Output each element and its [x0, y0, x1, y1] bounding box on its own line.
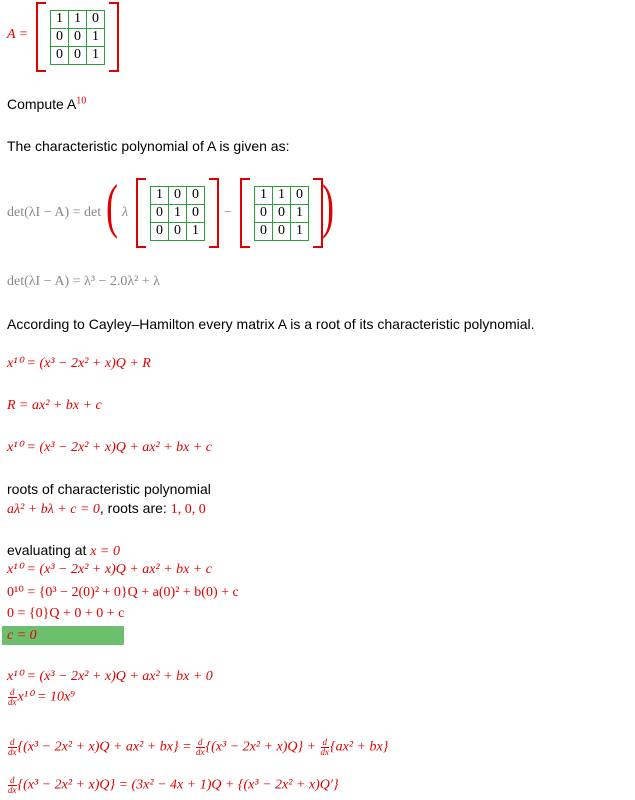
identity-matrix-grid: [150, 186, 205, 241]
identity-cell: 0: [169, 222, 187, 240]
outer-close-paren: ): [321, 173, 334, 239]
matrix-a-copy-cell: 1: [255, 186, 273, 204]
det-lhs: det(λI − A) = det: [7, 205, 102, 220]
identity-cell: 0: [151, 222, 169, 240]
matrix-a-copy-cell: 1: [291, 222, 309, 240]
roots-line: aλ² + bλ + c = 0, roots are: 1, 0, 0: [7, 500, 206, 517]
roots-heading: roots of characteristic polynomial: [7, 481, 211, 497]
matrix-a-grid: [50, 10, 105, 65]
identity-cell: 1: [187, 222, 205, 240]
identity-cell: 0: [169, 186, 187, 204]
equation-3: x¹⁰ = (x³ − 2x² + x)Q + ax² + bx + c: [7, 440, 213, 455]
identity-matrix: [136, 178, 219, 248]
matrix-a-copy-cell: 0: [291, 186, 309, 204]
matrix-a: [36, 2, 119, 72]
matrix-a-copy: [240, 178, 323, 248]
compute-heading: Compute $A^{10}$: [7, 95, 87, 112]
equation-2: R = ax² + bx + c: [7, 398, 102, 413]
matrix-a-copy-grid: [254, 186, 309, 241]
equation-4: x¹⁰ = (x³ − 2x² + x)Q + ax² + bx + c: [7, 562, 213, 577]
equation-9: $\frac{d}{dx}$ x¹⁰ = 10x⁹: [8, 687, 76, 707]
identity-row: [151, 222, 205, 240]
equation-10: $\frac{d}{dx}$ {(x³ − 2x² + x)Q + ax² + bx} = $\frac{d}{dx}$ {(x³ − 2x² + x)Q} + $\frac{d}{dx}$ {ax² + bx}: [8, 737, 389, 757]
right-bracket: [109, 2, 119, 72]
matrix-a-row: [51, 46, 105, 64]
matrix-a-copy-cell: 0: [273, 204, 291, 222]
cayley-hamilton-text: According to Cayley–Hamilton every matrix A is a root of its characteristic polynomial.: [7, 316, 535, 332]
matrix-a-copy-cell: 0: [255, 222, 273, 240]
equation-7-highlighted: c = 0: [7, 628, 37, 643]
matrix-a-row: [51, 10, 105, 28]
matrix-a-copy-cell: 0: [255, 204, 273, 222]
evaluating-line: evaluating at x = 0: [7, 542, 120, 559]
matrix-a-copy-row: [255, 204, 309, 222]
identity-cell: 0: [187, 186, 205, 204]
matrix-a-cell: 0: [51, 46, 69, 64]
identity-cell: 0: [187, 204, 205, 222]
matrix-a-cell: 0: [51, 28, 69, 46]
equation-11: $\frac{d}{dx}$ {(x³ − 2x² + x)Q} = (3x² − 4x + 1)Q + {(x³ − 2x² + x)Q′}: [8, 775, 339, 795]
outer-open-paren: (: [105, 173, 118, 239]
det-result: det(λI − A) = λ³ − 2.0λ² + λ: [7, 274, 161, 289]
minus-sign: −: [224, 205, 232, 220]
equation-1: x¹⁰ = (x³ − 2x² + x)Q + R: [7, 356, 151, 371]
matrix-a-cell: 1: [51, 10, 69, 28]
matrix-a-cell: 1: [87, 46, 105, 64]
identity-row: [151, 186, 205, 204]
lambda-symbol: λ: [122, 205, 129, 220]
char-poly-intro: The characteristic polynomial of A is given as:: [7, 138, 290, 154]
matrix-a-copy-cell: 0: [273, 222, 291, 240]
equation-6: 0 = {0}Q + 0 + 0 + c: [7, 606, 125, 621]
right-bracket: [209, 178, 219, 248]
equation-5: 0¹⁰ = {0³ − 2(0)² + 0}Q + a(0)² + b(0) + c: [7, 585, 239, 600]
equation-8: x¹⁰ = (x³ − 2x² + x)Q + ax² + bx + 0: [7, 669, 213, 684]
identity-cell: 1: [151, 186, 169, 204]
matrix-a-cell: 1: [87, 28, 105, 46]
matrix-a-cell: 0: [69, 28, 87, 46]
matrix-a-label: A =: [7, 27, 29, 42]
identity-row: [151, 204, 205, 222]
matrix-a-row: [51, 28, 105, 46]
left-bracket: [240, 178, 250, 248]
matrix-a-copy-row: [255, 222, 309, 240]
matrix-a-copy-row: [255, 186, 309, 204]
matrix-a-copy-cell: 1: [273, 186, 291, 204]
left-bracket: [136, 178, 146, 248]
identity-cell: 1: [169, 204, 187, 222]
matrix-a-cell: 1: [69, 10, 87, 28]
left-bracket: [36, 2, 46, 72]
matrix-a-cell: 0: [69, 46, 87, 64]
identity-cell: 0: [151, 204, 169, 222]
matrix-a-cell: 0: [87, 10, 105, 28]
matrix-a-copy-cell: 1: [291, 204, 309, 222]
